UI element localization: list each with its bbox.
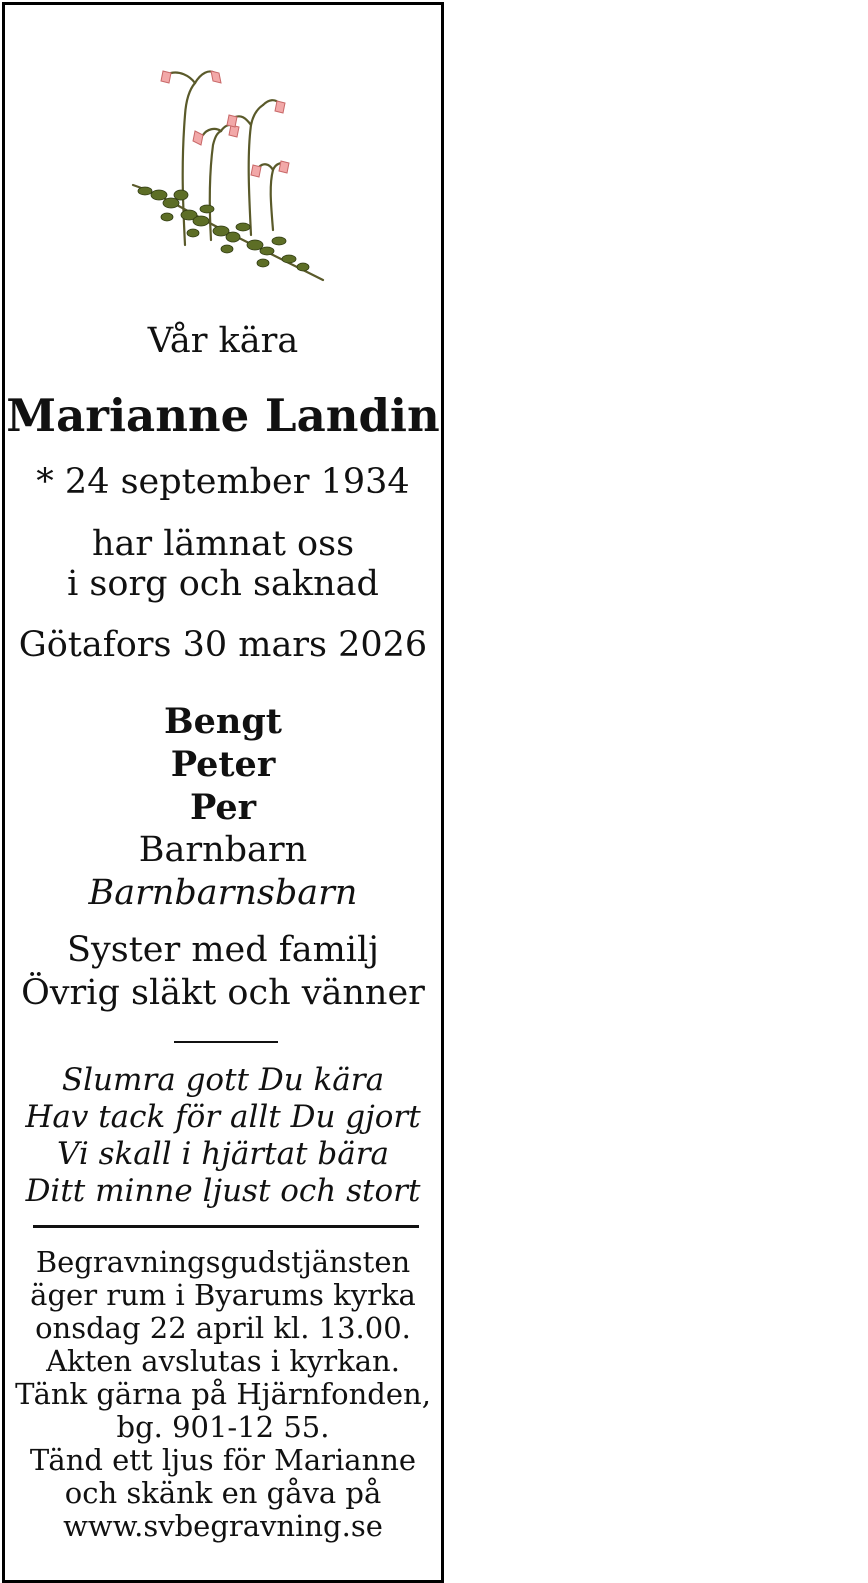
website-link[interactable]: www.svbegravning.se xyxy=(63,1509,383,1543)
poem-line: Ditt minne ljust och stort xyxy=(25,1173,421,1209)
deceased-name: Marianne Landin xyxy=(6,389,440,442)
relatives-line: Syster med familj xyxy=(66,930,380,970)
message xyxy=(5,524,441,604)
family-list xyxy=(5,700,441,915)
birth-date: * 24 september 1934 xyxy=(36,462,410,502)
poem-line: Slumra gott Du kära xyxy=(61,1062,385,1098)
linnaea-flower-icon xyxy=(123,45,333,290)
poem xyxy=(5,1062,441,1210)
relatives xyxy=(5,929,441,1015)
place-date: Götafors 30 mars 2026 xyxy=(18,625,428,665)
family-member: Bengt xyxy=(164,701,282,742)
service-line: Tänd ett ljus för Marianne xyxy=(29,1443,417,1477)
obituary-notice xyxy=(2,2,444,1583)
great-grandchildren: Barnbarnsbarn xyxy=(88,873,358,913)
service-line: onsdag 22 april kl. 13.00. xyxy=(35,1311,411,1345)
family-member: Peter xyxy=(170,744,276,785)
family-member: Per xyxy=(189,787,257,828)
poem-line: Hav tack för allt Du gjort xyxy=(25,1099,421,1135)
service-line: Tänk gärna på Hjärnfonden, xyxy=(15,1377,431,1411)
service-line: Begravningsgudstjänsten xyxy=(35,1245,411,1279)
service-line: bg. 901-12 55. xyxy=(116,1410,330,1444)
service-info xyxy=(5,1246,441,1543)
service-line: Akten avslutas i kyrkan. xyxy=(46,1344,400,1378)
short-divider xyxy=(174,1041,278,1043)
poem-line: Vi skall i hjärtat bära xyxy=(57,1136,389,1172)
message-line: har lämnat oss xyxy=(91,524,355,564)
long-divider xyxy=(33,1225,419,1228)
service-line: äger rum i Byarums kyrka xyxy=(30,1278,416,1312)
intro-text: Vår kära xyxy=(147,321,299,361)
message-line: i sorg och saknad xyxy=(67,564,379,604)
relatives-line: Övrig släkt och vänner xyxy=(21,973,425,1013)
service-line: och skänk en gåva på xyxy=(64,1476,382,1510)
grandchildren: Barnbarn xyxy=(138,830,308,870)
